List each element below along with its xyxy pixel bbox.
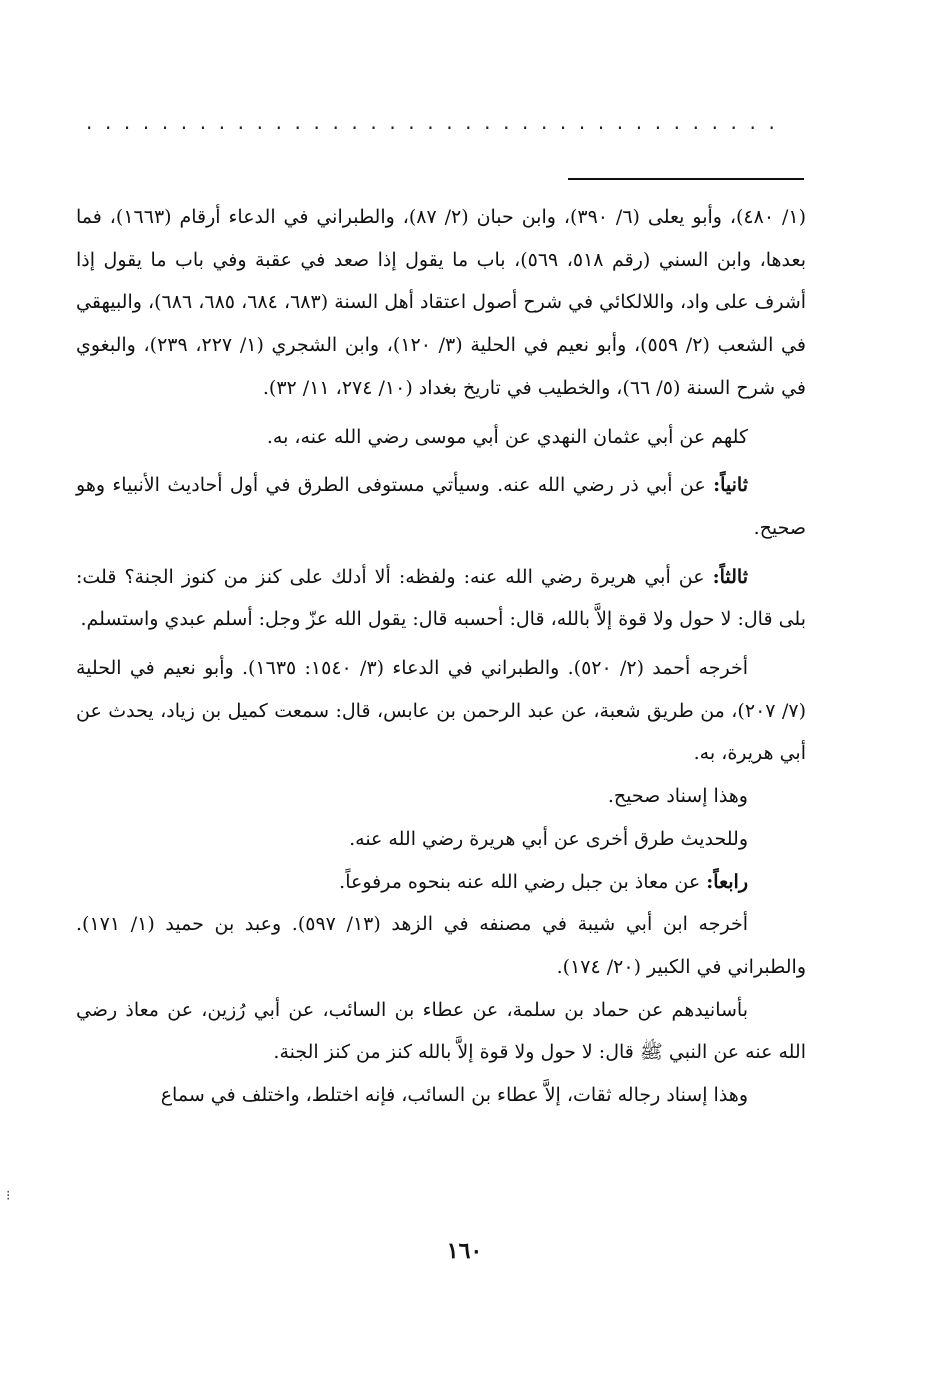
paragraph bbox=[76, 903, 806, 988]
paragraph bbox=[76, 464, 806, 549]
paragraph-text: كلهم عن أبي عثمان النهدي عن أبي موسى رضي الله عنه، به. bbox=[266, 425, 748, 448]
footnote-text-block bbox=[76, 196, 806, 1117]
paragraph-text: وهذا إسناد رجاله ثقات، إلاَّ عطاء بن السائب، فإنه اختلط، واختلف في سماع bbox=[160, 1084, 748, 1107]
paragraph-text: وللحديث طرق أخرى عن أبي هريرة رضي الله عنه. bbox=[349, 827, 748, 850]
paragraph bbox=[76, 196, 806, 410]
paragraph-lead: رابعاً: bbox=[706, 870, 748, 893]
paragraph bbox=[76, 416, 806, 459]
decorative-dotted-line: ..................................... bbox=[86, 110, 788, 134]
paragraph-text: عن أبي هريرة رضي الله عنه: ولفظه: ألا أدلك على كنز من كنوز الجنة؟ قلت: بلى قال: لا حول ولا قوة إلاَّ بالله، قال: أحسبه قال: يقول الله عزّ وجل: أسلم عبدي واستسلم. bbox=[76, 565, 806, 631]
margin-mark: ⁝ bbox=[6, 1188, 11, 1204]
paragraph bbox=[76, 818, 806, 861]
paragraph bbox=[76, 775, 806, 818]
paragraph-text: (١/ ٤٨٠)، وأبو يعلى (٦/ ٣٩٠)، وابن حبان (٢/ ٨٧)، والطبراني في الدعاء أرقام (١٦٦٣)، فما بعدها، وابن السني (رقم ٥١٨، ٥٦٩)، باب ما يقول إذا صعد في عقبة وفي باب ما يقول إذا أشرف على واد، واللالكائي في شرح أصول اعتقاد أهل السنة (٦٨٣، ٦٨٤، ٦٨٥، ٦٨٦)، والبيهقي في الشعب (٢/ ٥٥٩)، وأبو نعيم في الحلية (٣/ ١٢٠)، وابن الشجري (١/ ٢٢٧، ٢٣٩)، والبغوي في شرح السنة (٥/ ٦٦)، والخطيب في تاريخ بغداد (١٠/ ٢٧٤، ١١/ ٣٢). bbox=[76, 206, 807, 399]
paragraph bbox=[76, 989, 806, 1074]
paragraph bbox=[76, 647, 806, 775]
paragraph-lead: ثانياً: bbox=[713, 474, 748, 497]
paragraph-text: عن معاذ بن جبل رضي الله عنه بنحوه مرفوعاً. bbox=[339, 870, 707, 893]
paragraph-text: بأسانيدهم عن حماد بن سلمة، عن عطاء بن السائب، عن أبي رُزين، عن معاذ رضي الله عنه عن النبي ﷺ قال: لا حول ولا قوة إلاَّ بالله كنز من كنز الجنة. bbox=[76, 998, 806, 1064]
paragraph bbox=[76, 556, 806, 641]
paragraph bbox=[76, 1074, 806, 1117]
page-number: ١٦٠ bbox=[446, 1238, 483, 1264]
paragraph-text: أخرجه أحمد (٢/ ٥٢٠). والطبراني في الدعاء (٣/ ١٥٤٠: ١٦٣٥). وأبو نعيم في الحلية (٧/ ٢٠٧)، من طريق شعبة، عن عبد الرحمن بن عابس، قال: سمعت كميل بن زياد، يحدث عن أبي هريرة، به. bbox=[76, 657, 806, 765]
footnote-separator-rule bbox=[568, 178, 804, 180]
paragraph-lead: ثالثاً: bbox=[712, 565, 748, 588]
paragraph-text: وهذا إسناد صحيح. bbox=[607, 785, 748, 808]
paragraph-text: عن أبي ذر رضي الله عنه. وسيأتي مستوفى الطرق في أول أحاديث الأنبياء وهو صحيح. bbox=[76, 474, 806, 539]
paragraph-text: أخرجه ابن أبي شيبة في مصنفه في الزهد (١٣/ ٥٩٧). وعبد بن حميد (١/ ١٧١). والطبراني في الكبير (٢٠/ ١٧٤). bbox=[76, 913, 806, 978]
paragraph bbox=[76, 861, 806, 904]
